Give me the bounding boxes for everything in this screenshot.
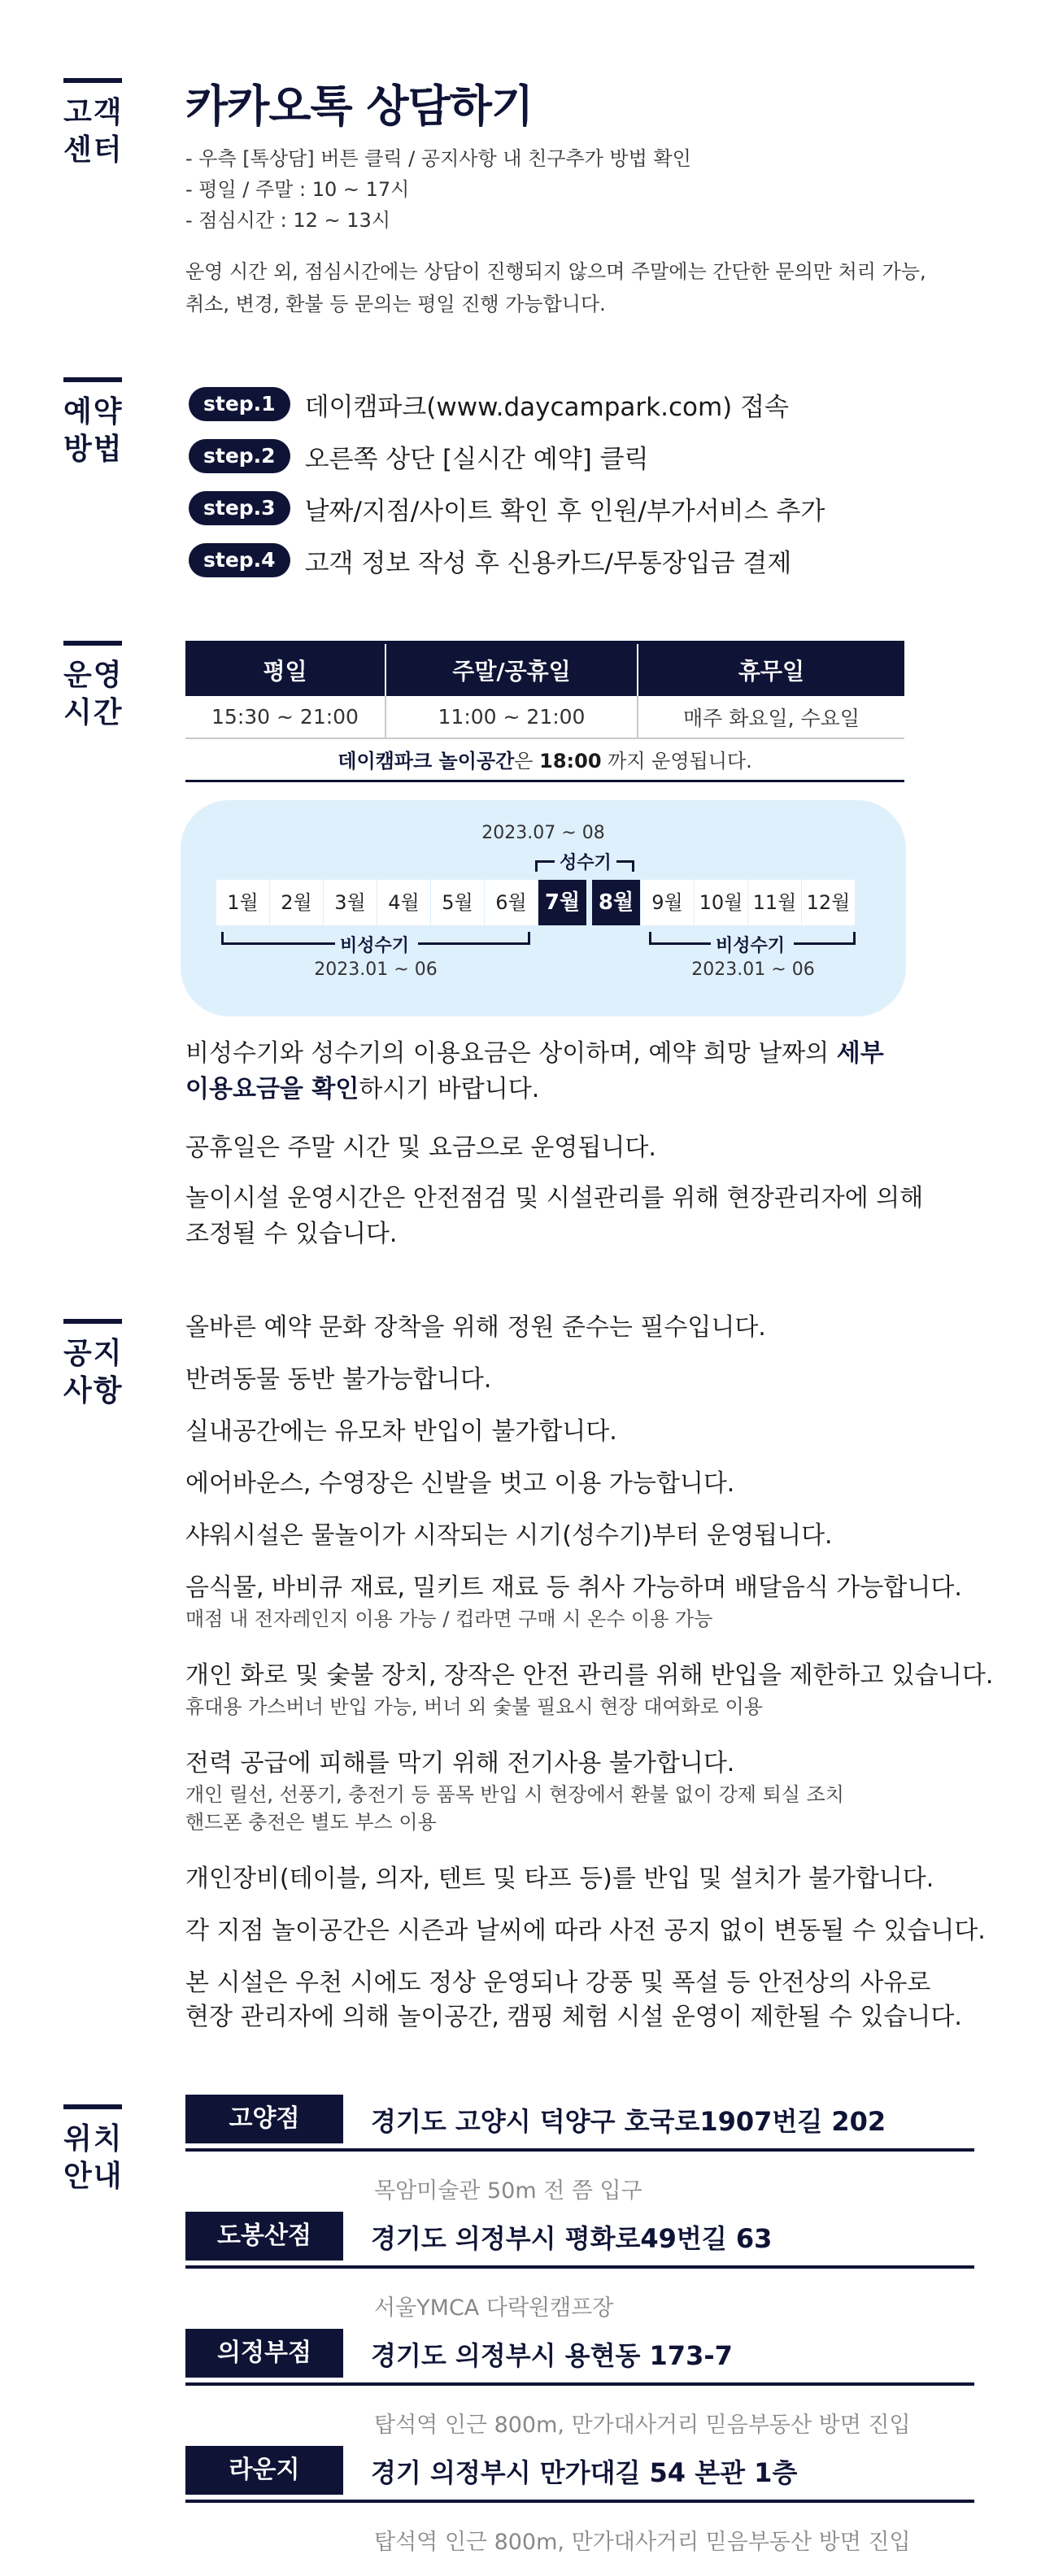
season-diagram — [181, 800, 906, 1016]
branch-name: 라운지 — [185, 2446, 343, 2495]
month-cell: 6월 — [485, 880, 538, 925]
month-cell: 3월 — [324, 880, 377, 925]
weekday-hours: 15:30 ~ 21:00 — [185, 696, 385, 738]
off-bracket-right — [794, 942, 856, 945]
heading-bar — [63, 78, 122, 83]
branch-divider — [185, 2148, 974, 2152]
heading-bar — [63, 2104, 122, 2109]
heading-bar — [63, 377, 122, 382]
contact-bullet: - 우측 [톡상담] 버튼 클릭 / 공지사항 내 친구추가 방법 확인 — [185, 147, 691, 170]
season-note-bold: 세부 — [836, 1039, 884, 1068]
month-cell: 4월 — [377, 880, 431, 925]
branch-divider — [185, 2382, 974, 2386]
season-note-text: 비성수기와 성수기의 이용요금은 상이하며, 예약 희망 날짜의 — [185, 1039, 837, 1068]
notice-item — [185, 1415, 1007, 1449]
heading-line-2: 사항 — [63, 1374, 124, 1408]
branch-hint: 목암미술관 50m 전 쯤 입구 — [374, 2178, 642, 2204]
notice-text: 반려동물 동반 불가능합니다. — [185, 1365, 492, 1394]
month-strip — [216, 880, 856, 925]
footer-time: 18:00 — [539, 750, 602, 773]
branch-hint: 탑석역 인근 800m, 만가대사거리 믿음부동산 방면 진입 — [374, 2413, 911, 2438]
booking-step — [189, 384, 789, 424]
month-cell: 11월 — [748, 880, 802, 925]
month-cell-peak: 7월 — [538, 880, 587, 925]
holiday-note: 공휴일은 주말 시간 및 요금으로 운영됩니다. — [185, 1134, 656, 1162]
off-bracket-tick — [649, 932, 651, 943]
branch-name: 고양점 — [185, 2095, 343, 2143]
notice-item — [185, 1571, 1007, 1633]
closed-days: 매주 화요일, 수요일 — [638, 696, 904, 738]
off-range-right: 2023.01 ~ 06 — [691, 959, 815, 980]
footer-bold: 데이캠파크 놀이공간 — [338, 750, 515, 773]
branch-address: 경기도 고양시 덕양구 호국로1907번길 202 — [371, 2106, 886, 2137]
season-note-text: 하시기 바랍니다. — [359, 1075, 540, 1103]
branch-address: 경기도 의정부시 용현동 173-7 — [371, 2340, 733, 2371]
section-heading — [63, 2104, 128, 2195]
notice-subtext: 휴대용 가스버너 반입 가능, 버너 외 숯불 필요시 현장 대여화로 이용 — [185, 1695, 763, 1718]
heading-line-2: 센터 — [63, 133, 124, 167]
heading-line-2: 방법 — [63, 433, 124, 466]
off-bracket-tick — [853, 932, 856, 943]
hours-table — [185, 641, 904, 782]
month-cell: 5월 — [431, 880, 485, 925]
step-badge: step.2 — [189, 439, 290, 473]
contact-bullet: - 점심시간 : 12 ~ 13시 — [185, 209, 390, 232]
section-contact — [0, 0, 1041, 342]
notice-text: 에어바운스, 수영장은 신발을 벗고 이용 가능합니다. — [185, 1469, 735, 1498]
branch-hint: 탑석역 인근 800m, 만가대사거리 믿음부동산 방면 진입 — [374, 2530, 911, 2555]
notice-item — [185, 1914, 1007, 1948]
branch-name: 의정부점 — [185, 2329, 343, 2378]
step-text: 오른쪽 상단 [실시간 예약] 클릭 — [304, 444, 649, 474]
month-cell: 10월 — [695, 880, 748, 925]
facility-note-line: 놀이시설 운영시간은 안전점검 및 시설관리를 위해 현장관리자에 의해 — [185, 1184, 924, 1212]
step-badge: step.3 — [189, 491, 290, 525]
notice-text: 현장 관리자에 의해 놀이공간, 캠핑 체험 시설 운영이 제한될 수 있습니다. — [185, 2003, 962, 2031]
footer-rest: 까지 운영됩니다. — [601, 750, 752, 773]
step-text: 데이캠파크(www.daycampark.com) 접속 — [304, 392, 790, 422]
month-cell: 2월 — [270, 880, 324, 925]
contact-note — [185, 255, 999, 320]
heading-line-1: 고객 — [63, 96, 124, 129]
off-label-left: 비성수기 — [340, 936, 410, 956]
hours-footer — [185, 738, 904, 781]
off-bracket-left — [221, 942, 335, 945]
notice-text: 본 시설은 우천 시에도 정상 운영되나 강풍 및 폭설 등 안전상의 사유로 — [185, 1969, 931, 1997]
season-note-bold: 이용요금을 확인 — [185, 1075, 359, 1103]
month-cell: 9월 — [641, 880, 695, 925]
notice-text: 샤워시설은 물놀이가 시작되는 시기(성수기)부터 운영됩니다. — [185, 1521, 833, 1550]
branch-divider — [185, 2265, 974, 2269]
peak-bracket-left — [535, 860, 555, 863]
peak-label: 성수기 — [560, 853, 612, 873]
step-badge: step.1 — [189, 387, 290, 421]
branch-divider — [185, 2500, 974, 2503]
branch-hint: 서울YMCA 다락원캠프장 — [374, 2295, 614, 2321]
step-text: 날짜/지점/사이트 확인 후 인원/부가서비스 추가 — [304, 496, 825, 526]
off-bracket-right — [649, 942, 711, 945]
col-closed: 휴무일 — [638, 644, 904, 696]
heading-bar — [63, 641, 122, 646]
contact-note-line: 취소, 변경, 환불 등 문의는 평일 진행 가능합니다. — [185, 293, 606, 315]
heading-bar — [63, 1319, 122, 1324]
facility-note — [185, 1181, 999, 1252]
notice-item — [185, 1659, 1007, 1721]
peak-bracket-tick — [632, 860, 634, 872]
off-bracket-tick — [221, 932, 224, 943]
col-weekday: 평일 — [185, 644, 385, 696]
col-weekend: 주말/공휴일 — [385, 644, 638, 696]
peak-range: 2023.07 ~ 08 — [481, 823, 605, 843]
notice-text: 실내공간에는 유모차 반입이 불가합니다. — [185, 1417, 617, 1446]
footer-mid: 은 — [514, 750, 540, 773]
booking-step — [189, 488, 825, 529]
branch-address: 경기 의정부시 만가대길 54 본관 1층 — [371, 2457, 798, 2488]
season-note — [185, 1036, 999, 1107]
notice-item — [185, 1311, 1007, 1345]
section-heading — [63, 377, 128, 468]
notice-text: 음식물, 바비큐 재료, 밀키트 재료 등 취사 가능하며 배달음식 가능합니다. — [185, 1573, 962, 1602]
heading-line-1: 공지 — [63, 1337, 124, 1370]
branch-name: 도봉산점 — [185, 2212, 343, 2261]
booking-step — [189, 436, 649, 476]
notice-item — [185, 1363, 1007, 1397]
off-bracket-tick — [528, 932, 530, 943]
booking-step — [189, 540, 791, 581]
section-heading — [63, 1319, 128, 1410]
month-cell-peak: 8월 — [592, 880, 641, 925]
notice-text: 전력 공급에 피해를 막기 위해 전기사용 불가합니다. — [185, 1749, 735, 1778]
step-text: 고객 정보 작성 후 신용카드/무통장입금 결제 — [304, 548, 792, 578]
notice-text: 개인 화로 및 숯불 장치, 장작은 안전 관리를 위해 반입을 제한하고 있습니다. — [185, 1661, 994, 1690]
notice-item — [185, 1467, 1007, 1501]
off-bracket-left — [418, 942, 530, 945]
notice-item — [185, 1747, 1007, 1836]
heading-line-1: 위치 — [63, 2122, 124, 2156]
peak-bracket-tick — [535, 860, 538, 872]
heading-line-1: 예약 — [63, 395, 124, 429]
notice-subtext: 개인 릴선, 선풍기, 충전기 등 품목 반입 시 현장에서 환불 없이 강제 퇴실 조치 — [185, 1783, 844, 1806]
notice-subtext: 매점 내 전자레인지 이용 가능 / 컵라면 구매 시 온수 이용 가능 — [185, 1608, 713, 1630]
notice-item — [185, 1519, 1007, 1553]
notice-text: 올바른 예약 문화 장착을 위해 정원 준수는 필수입니다. — [185, 1313, 766, 1342]
heading-line-2: 안내 — [63, 2160, 124, 2193]
month-cell: 1월 — [216, 880, 270, 925]
section-heading — [63, 641, 128, 732]
notice-text: 개인장비(테이블, 의자, 텐트 및 타프 등)를 반입 및 설치가 불가합니다. — [185, 1865, 934, 1893]
contact-note-line: 운영 시간 외, 점심시간에는 상담이 진행되지 않으며 주말에는 간단한 문의만 처리 가능, — [185, 260, 926, 283]
heading-line-2: 시간 — [63, 696, 124, 729]
contact-bullets — [185, 143, 691, 236]
notice-item — [185, 1966, 1007, 2034]
notice-subtext: 핸드폰 충전은 별도 부스 이용 — [185, 1811, 437, 1834]
heading-line-1: 운영 — [63, 659, 124, 692]
notice-text: 각 지점 놀이공간은 시즌과 날씨에 따라 사전 공지 없이 변동될 수 있습니다. — [185, 1917, 986, 1945]
month-cell: 12월 — [802, 880, 856, 925]
facility-note-line: 조정될 수 있습니다. — [185, 1220, 398, 1248]
branch-address: 경기도 의정부시 평화로49번길 63 — [371, 2223, 773, 2254]
off-range-left: 2023.01 ~ 06 — [314, 959, 438, 980]
contact-title: 카카오톡 상담하기 — [185, 80, 534, 132]
off-label-right: 비성수기 — [716, 936, 786, 956]
step-badge: step.4 — [189, 543, 290, 577]
notice-item — [185, 1862, 1007, 1896]
contact-bullet: - 평일 / 주말 : 10 ~ 17시 — [185, 178, 410, 201]
section-heading — [63, 78, 128, 169]
weekend-hours: 11:00 ~ 21:00 — [385, 696, 638, 738]
